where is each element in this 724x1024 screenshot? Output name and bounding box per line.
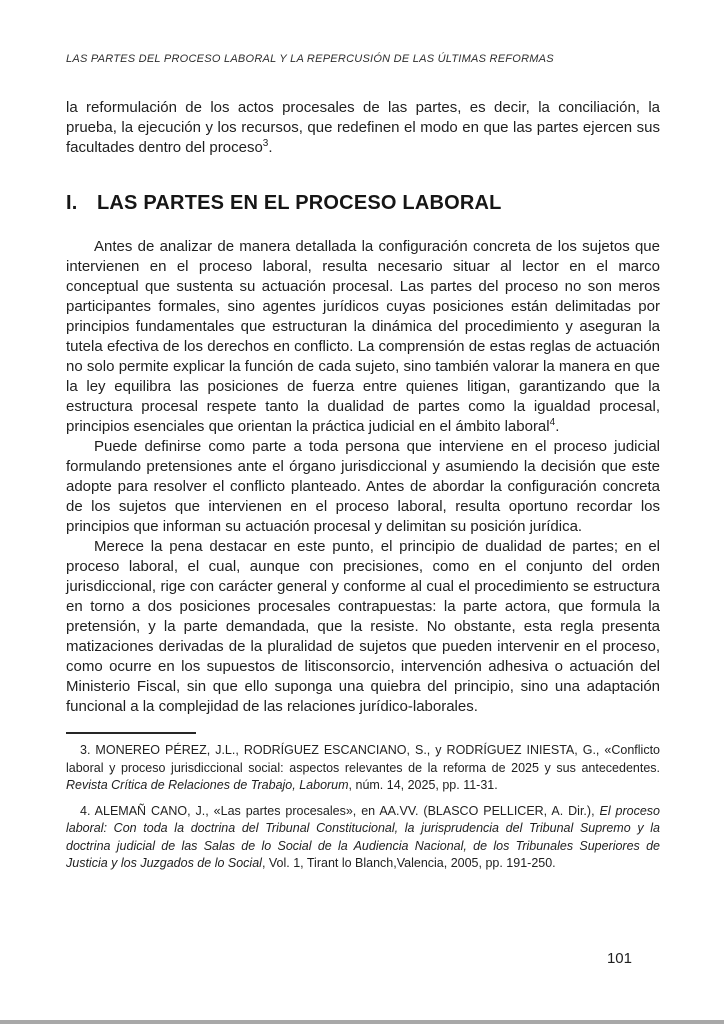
heading-number: I. <box>66 192 78 214</box>
paragraph <box>66 237 660 437</box>
footnote-ref-3: 3 <box>262 138 269 149</box>
footnote-item <box>66 803 660 873</box>
paragraph-text: la reformulación de los actos procesales de las partes, es decir, la conciliación, la prueba, la ejecución y los recursos, que redefinen el modo en que las partes ejercen sus facultades dentro del proceso <box>66 99 660 156</box>
paragraph-text: . <box>555 418 560 435</box>
paragraph <box>66 437 660 537</box>
intro-paragraph <box>66 98 660 158</box>
footnote-ref-4: 4 <box>549 417 556 428</box>
page-number: 101 <box>606 950 632 967</box>
paragraph-text: Antes de analizar de manera detallada la configuración concreta de los sujetos que intervienen en el proceso laboral, resulta necesario situar al lector en el marco conceptual que sustenta su actuación procesal. Las partes del proceso no son meros participantes formales, sino agentes jurídicos cuyas posiciones están delimitadas por principios fundamentales que estructuran la dinámica del procedimiento y aseguran la tutela efectiva de los derechos en conflicto. La comprensión de estas reglas de actuación no solo permite explicar la función de cada sujeto, sino también valorar la manera en que la ley equilibra las posiciones de fuerza entre quienes litigan, garantizando que la estructura procesal respete tanto la dualidad de partes como la igualdad procesal, principios esenciales que orientan la práctica judicial en el ámbito laboral <box>66 238 660 435</box>
heading-title: LAS PARTES EN EL PROCESO LABORAL <box>97 192 502 214</box>
footnote-item <box>66 742 660 795</box>
footnotes-block <box>66 742 660 873</box>
footnote-text: 3. MONEREO PÉREZ, J.L., RODRÍGUEZ ESCANCIANO, S., y RODRÍGUEZ INIESTA, G., «Conflicto laboral y proceso jurisdiccional social: aspectos relevantes de la reforma de 2025 y sus antecedentes. <box>66 743 660 775</box>
paragraph-text: Puede definirse como parte a toda persona que interviene en el proceso judicial formulando pretensiones ante el órgano jurisdiccional y asumiendo la decisión que este adopte para resolver el conflicto planteado. Antes de abordar la configuración concreta de los sujetos que intervienen en el proceso laboral, resulta oportuno recordar los principios que informan su actuación procesal y delimitan su posición jurídica. <box>66 438 660 535</box>
footnote-text: , Vol. 1, Tirant lo Blanch,Valencia, 2005, pp. 191-250. <box>261 856 556 870</box>
footnote-text-italic: El proceso laboral: Con toda la doctrina del Tribunal Constitucional, la jurisprudencia del Tribunal Supremo y la doctrina judicial de las Salas de lo Social de la Audiencia Nacional, de los Tribunales Superiores de Justicia y los Juzgados de lo Social <box>66 803 661 870</box>
paragraph-text: . <box>268 139 273 156</box>
footnote-text-italic: Revista Crítica de Relaciones de Trabajo, Laborum <box>66 778 349 792</box>
section-heading <box>66 192 660 215</box>
paragraph <box>66 537 660 717</box>
running-header: LAS PARTES DEL PROCESO LABORAL Y LA REPERCUSIÓN DE LAS ÚLTIMAS REFORMAS <box>66 53 554 65</box>
footnote-separator <box>66 732 196 734</box>
footnote-text: , núm. 14, 2025, pp. 11-31. <box>348 778 498 792</box>
footnote-text: 4. ALEMAÑ CANO, J., «Las partes procesales», en AA.VV. (BLASCO PELLICER, A. Dir.), <box>80 803 600 818</box>
paragraph-text: Merece la pena destacar en este punto, el principio de dualidad de partes; en el proceso laboral, el cual, aunque con precisiones, como en el conjunto del orden jurisdiccional, rige con carácter general y conforme al cual el procedimiento se estructura en torno a dos posiciones procesales contrapuestas: la parte actora, que formula la pretensión, y la parte demandada, que la resiste. No obstante, esta regla presenta matizaciones derivadas de la pluralidad de sujetos que pueden intervenir en el proceso, como ocurre en los supuestos de litisconsorcio, intervención adhesiva o actuación del Ministerio Fiscal, sin que ello suponga una quiebra del principio, sino una adaptación funcional a la complejidad de las relaciones jurídico-laborales. <box>66 538 660 715</box>
page-content <box>66 0 660 873</box>
